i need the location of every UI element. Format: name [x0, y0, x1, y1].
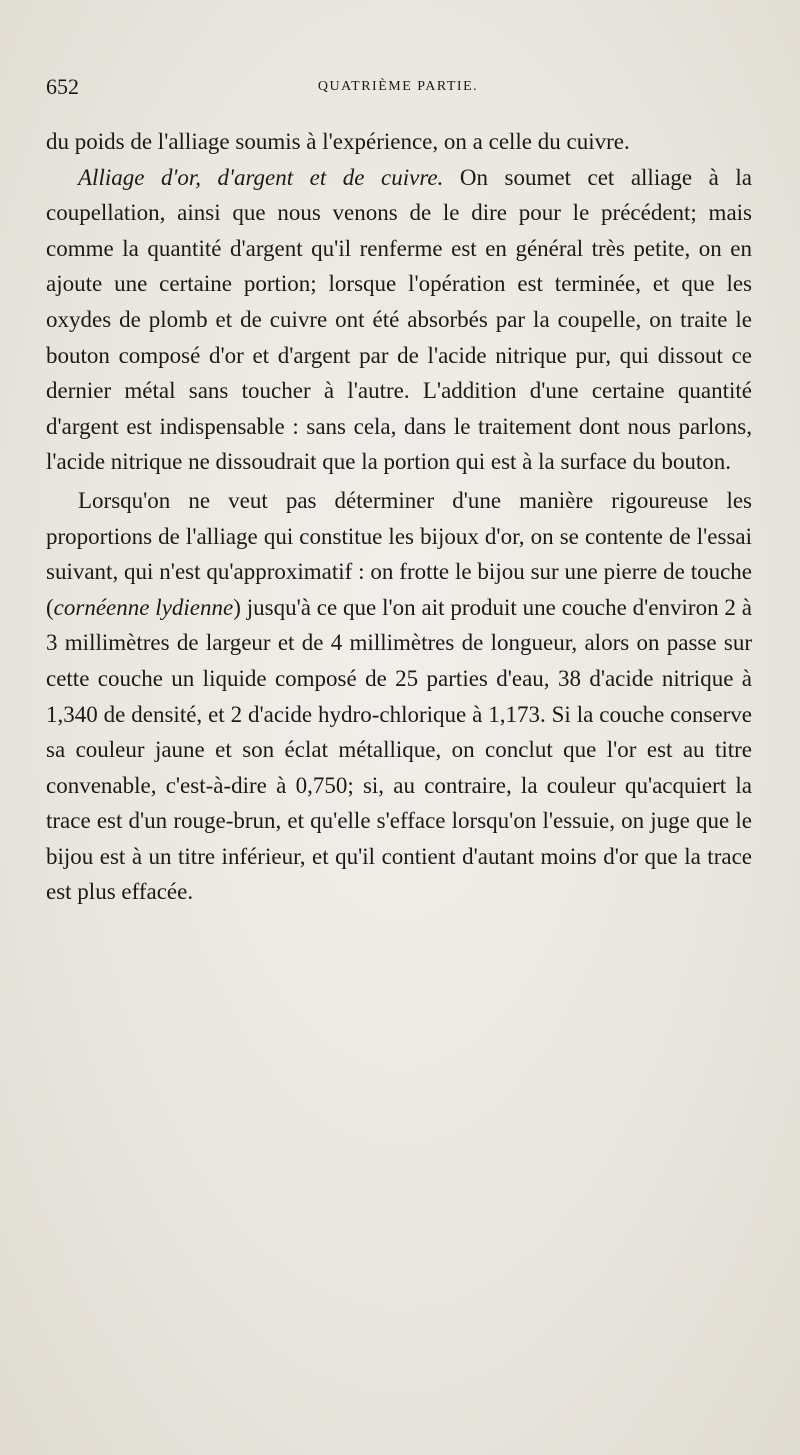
paragraph-touchstone — [46, 483, 752, 910]
paragraph-text: On soumet cet alliage à la coupellation, ainsi que nous venons de le dire pour le précédent; mais comme la quantité d'argent qu'il renferme est en général très petite, on en ajoute une certaine portion; lorsque l'opération est terminée, et que les oxydes de plomb et de cuivre ont été absorbés par la coupelle, on traite le bouton composé d'or et d'argent par de l'acide nitrique pur, qui dissout ce dernier métal sans toucher à l'autre. L'addition d'une certaine quantité d'argent est indispensable : sans cela, dans le traitement dont nous parlons, l'acide nitrique ne dissoudrait que la portion qui est à la surface du bouton. — [46, 164, 752, 475]
paragraph-gold-silver-copper — [46, 160, 752, 480]
italic-term: cornéenne lydienne — [53, 594, 234, 620]
running-head: QUATRIÈME PARTIE. — [317, 79, 479, 94]
paragraph-continuation: du poids de l'alliage soumis à l'expérience, on a celle du cuivre. — [46, 129, 630, 154]
body-text — [46, 124, 752, 910]
show-through-bleed — [60, 1150, 760, 1181]
section-heading-italic: Alliage d'or, d'argent et de cuivre. — [78, 164, 444, 190]
paragraph-text: Lorsqu'on ne veut pas déterminer d'une manière rigoureuse les proportions de l'alliage qui constitue les bijoux d'or, on se contente de l'essai suivant, qui n'est qu'approximatif : on frotte le bijou sur une pierre de touche ( — [46, 487, 752, 620]
paragraph-text: ) jusqu'à ce que l'on ait produit une couche d'environ 2 à 3 millimètres de largeur et de 4 millimètres de longueur, alors on passe sur cette couche un liquide composé de 25 parties d'eau, 38 d'acide nitrique à 1,340 de densité, et 2 d'acide hydro-chlorique à 1,173. Si la couche conserve sa couleur jaune et son éclat métallique, on conclut que l'or est au titre convenable, c'est-à-dire à 0,750; si, au contraire, la couleur qu'acquiert la trace est d'un rouge-brun, et qu'elle s'efface lorsqu'on l'essuie, on juge que le bijou est à un titre inférieur, et qu'il contient d'autant moins d'or que la trace est plus effacée. — [46, 594, 752, 905]
page-header — [46, 74, 750, 104]
page-number: 652 — [46, 74, 79, 99]
